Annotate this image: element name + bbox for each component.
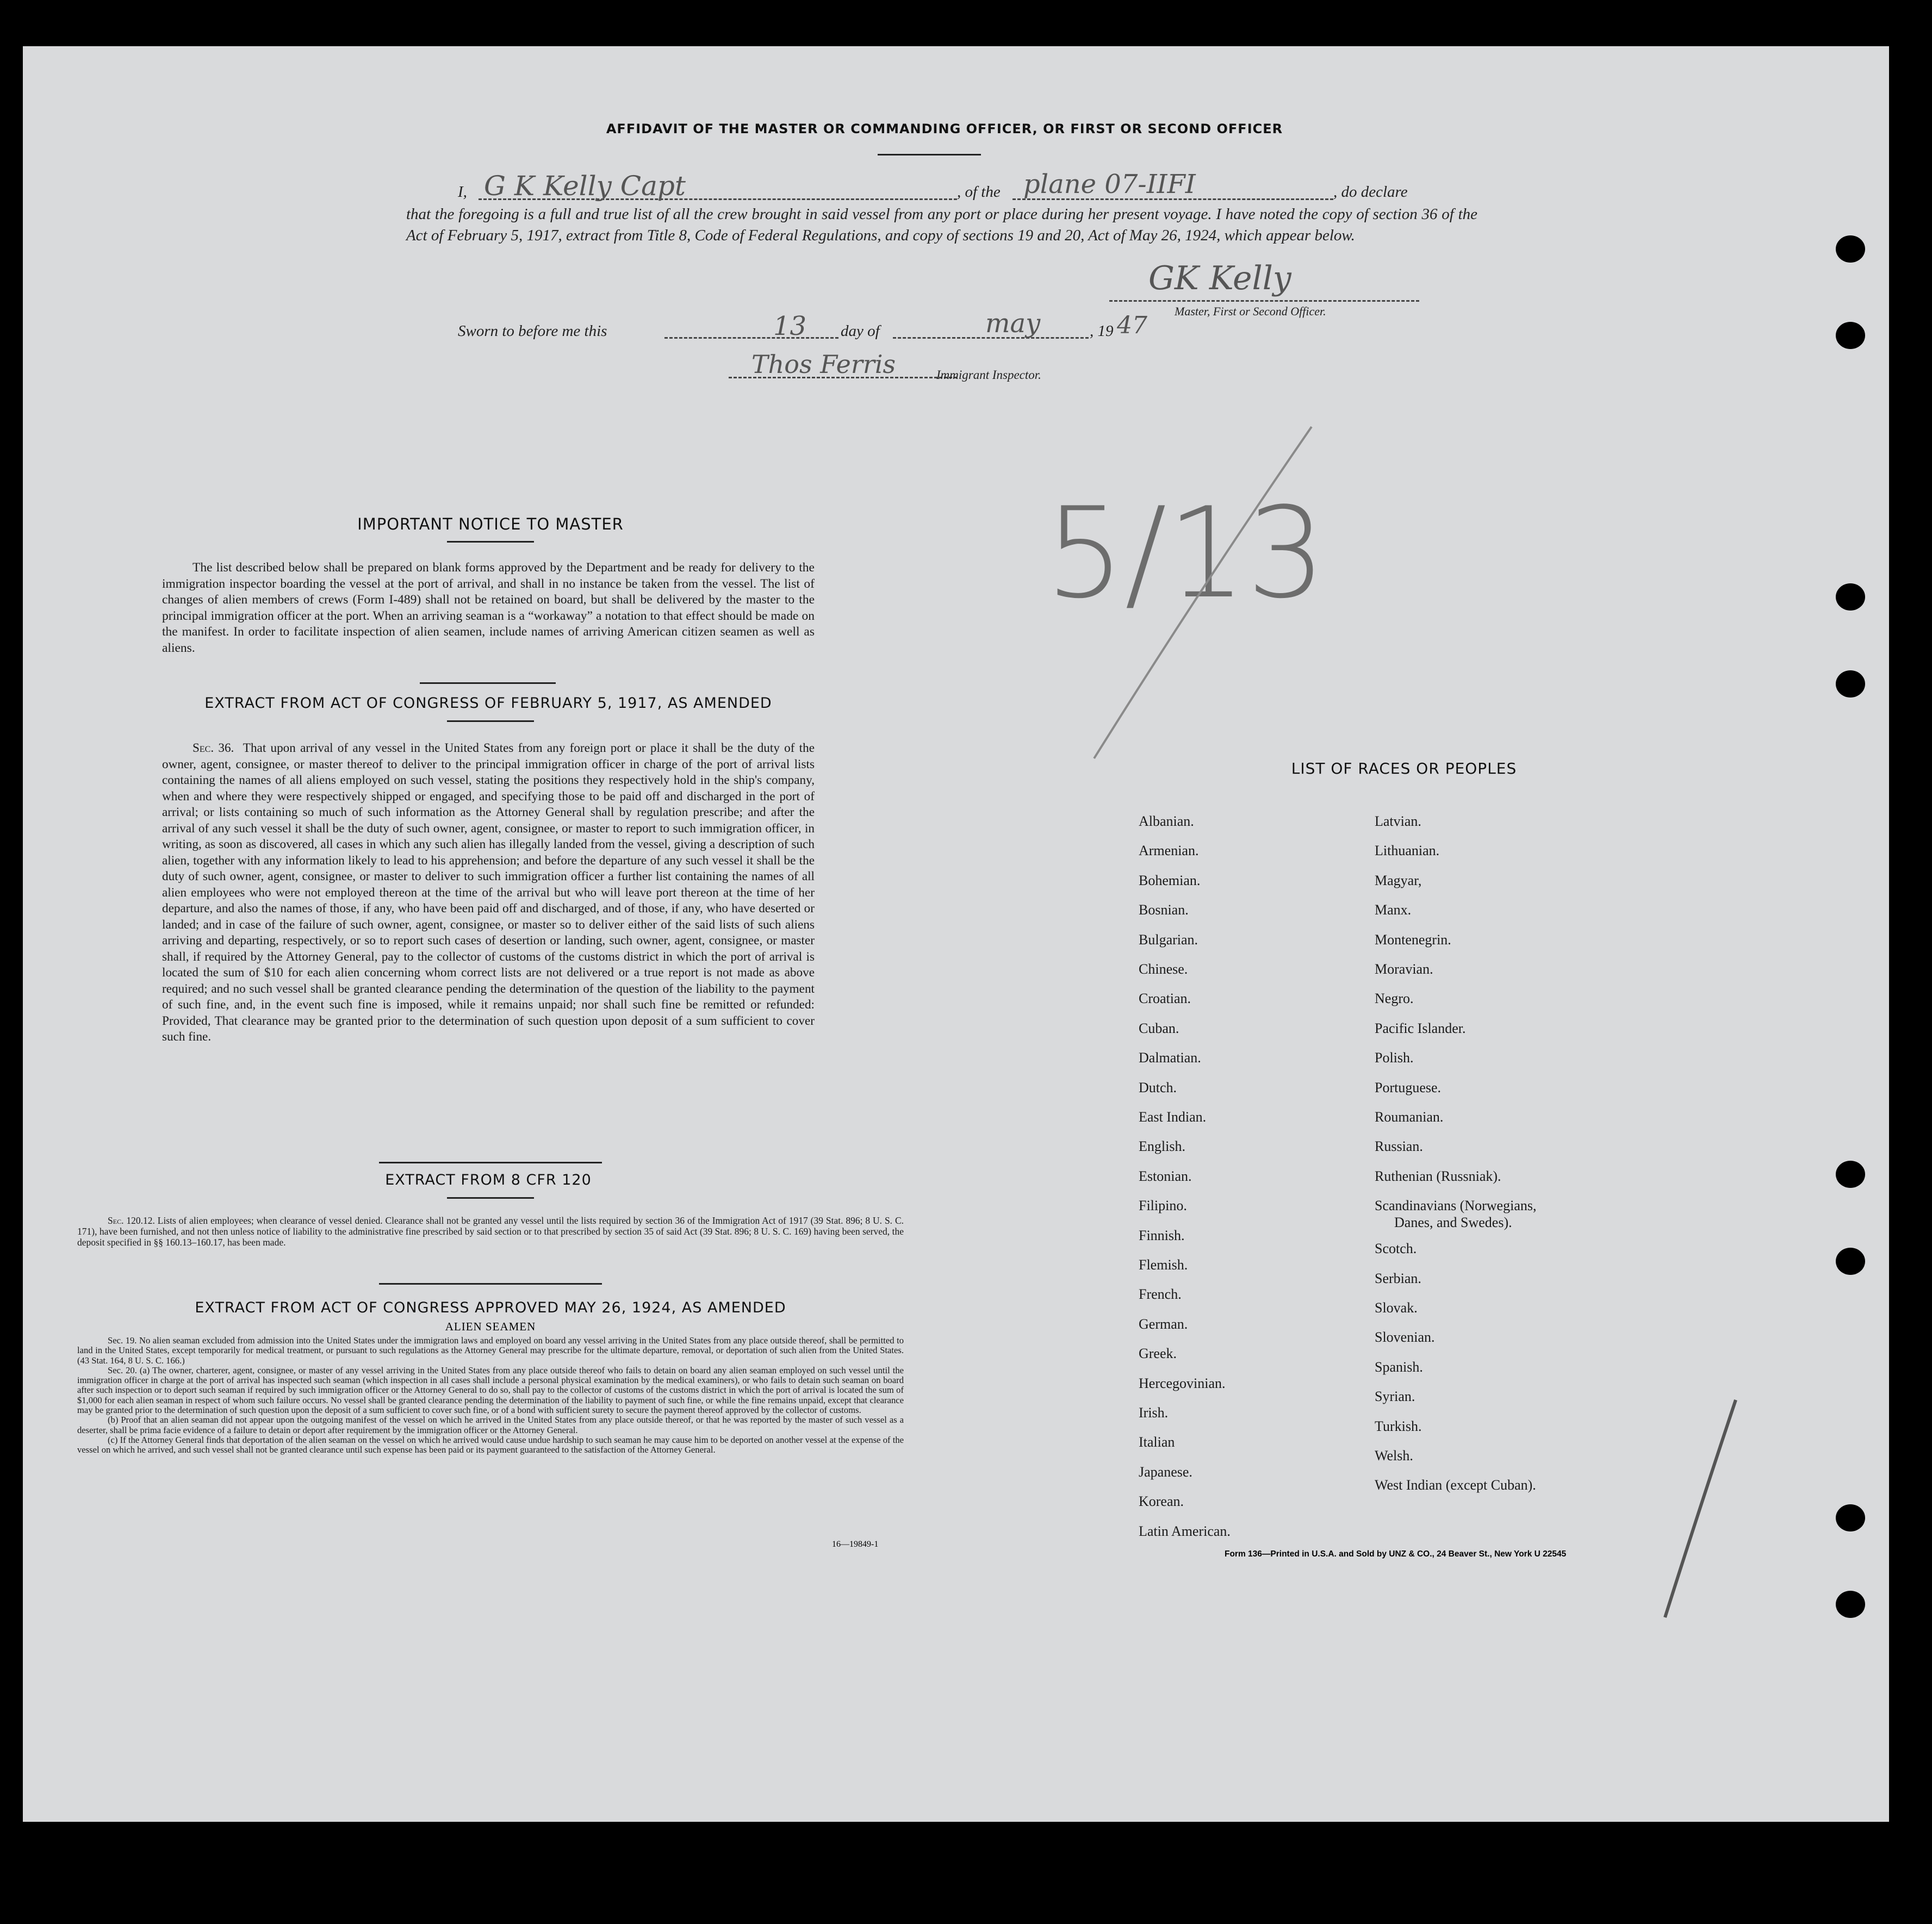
pencil-stroke bbox=[1654, 1394, 1752, 1623]
race-item: Spanish. bbox=[1375, 1359, 1423, 1375]
race-item: Slovenian. bbox=[1375, 1329, 1435, 1346]
race-item: Armenian. bbox=[1139, 843, 1199, 859]
extract-1917-title: EXTRACT FROM ACT OF CONGRESS OF FEBRUARY 5, 1917, AS AMENDED bbox=[204, 695, 772, 712]
divider bbox=[878, 154, 981, 155]
race-item: Hercegovinian. bbox=[1139, 1375, 1226, 1391]
inspector-caption: Immigrant Inspector. bbox=[936, 368, 1041, 382]
race-item: Italian bbox=[1139, 1434, 1175, 1450]
punch-hole bbox=[1836, 670, 1865, 698]
sworn-year-prefix: , 19 bbox=[1090, 322, 1114, 340]
race-item: German. bbox=[1139, 1316, 1188, 1332]
notice-text: The list described below shall be prepared on blank forms approved by the Department and be ready for delivery to the immigration inspector boarding the vessel at the port of arrival, and shall in no instance be taken from the vessel. The list of changes of alien members of crews (Form I-489) shall not be retained on board, but shall be delivered by the master to the principal immigration officer at the port. When an arriving seaman is a “workaway” a notation to that effect should be made on the manifest. In order to facilitate inspection of alien seamen, include names of arriving American citizen seamen as well as aliens. bbox=[162, 561, 815, 655]
race-item: West Indian (except Cuban). bbox=[1375, 1477, 1536, 1493]
race-item: Serbian. bbox=[1375, 1270, 1421, 1286]
sworn-day-handwritten: 13 bbox=[773, 311, 807, 341]
day-blank bbox=[664, 337, 838, 339]
notice-title: IMPORTANT NOTICE TO MASTER bbox=[357, 515, 624, 533]
race-item: Cuban. bbox=[1139, 1020, 1179, 1036]
sec-label: Sec. 36. bbox=[192, 741, 234, 755]
race-item: Greek. bbox=[1139, 1346, 1177, 1362]
race-item: Latin American. bbox=[1139, 1523, 1231, 1539]
race-item: Dalmatian. bbox=[1139, 1050, 1201, 1066]
master-name-handwritten: G K Kelly Capt bbox=[484, 170, 686, 202]
sec-label: Sec. 120.12. bbox=[108, 1215, 155, 1226]
race-item: Lithuanian. bbox=[1375, 843, 1440, 859]
punch-hole bbox=[1836, 1248, 1865, 1275]
extract-1924-subtitle: ALIEN SEAMEN bbox=[445, 1320, 536, 1333]
punch-hole bbox=[1836, 322, 1865, 349]
sec-120-text: Lists of alien employees; when clearance of vessel denied. Clearance shall not be granted any vessel until the lists required by section 36 of the Immigration Act of 1917 (39 Stat. 896; 8 U. S. C. 171), have been furnished, and not then unless notice of liability to the administrative fine prescribed by said section or to that prescribed by section 35 of said Act (39 Stat. 896; 8 U. S. C. 169) having been served, the deposit specified in §§ 160.13–160.17, has been made. bbox=[77, 1215, 904, 1248]
vessel-name-handwritten: plane 07-IIFI bbox=[1023, 169, 1196, 200]
race-item: Magyar, bbox=[1375, 872, 1422, 888]
punch-hole bbox=[1836, 235, 1865, 263]
race-item: Japanese. bbox=[1139, 1464, 1192, 1480]
divider bbox=[379, 1162, 602, 1163]
handwritten-date: 5/13 bbox=[1045, 481, 1326, 626]
sworn-prefix: Sworn to before me this bbox=[458, 322, 607, 340]
sec-20c-text: (c) If the Attorney General finds that deportation of the alien seaman on the vessel on which he arrived would cause undue hardship to such seaman he may cause him to be deported on another vessel at the expense of the vessel on which he arrived, and such vessel shall not be granted clearance until such expense has been paid or its payment guaranteed to the satisfaction of the Attorney General. bbox=[77, 1434, 904, 1455]
race-item: Russian. bbox=[1375, 1138, 1423, 1155]
punch-hole bbox=[1836, 1591, 1865, 1618]
race-item: Roumanian. bbox=[1375, 1109, 1444, 1125]
affidavit-statement: that the foregoing is a full and true list of all the crew brought in said vessel from any port or place during her present voyage. I have noted the copy of section 36 of the Act of February 5, 1917, extract from Title 8, Code of Federal Regulations, and copy of sections 19 and 20, Act of May 26, 1924, which appear below. bbox=[406, 206, 1477, 244]
master-signature: GK Kelly bbox=[1148, 259, 1291, 297]
race-item: Korean. bbox=[1139, 1493, 1184, 1510]
punch-hole bbox=[1836, 583, 1865, 611]
race-item: Croatian. bbox=[1139, 991, 1191, 1007]
form-footer: Form 136—Printed in U.S.A. and Sold by UNZ & CO., 24 Beaver St., New York U 22545 bbox=[1225, 1549, 1567, 1559]
race-item: Bohemian. bbox=[1139, 872, 1201, 888]
divider bbox=[379, 1283, 602, 1285]
race-item: Albanian. bbox=[1139, 813, 1194, 829]
pencil-stroke bbox=[1083, 421, 1328, 764]
divider bbox=[447, 720, 534, 722]
race-item: Polish. bbox=[1375, 1050, 1414, 1066]
race-item: Welsh. bbox=[1375, 1448, 1413, 1464]
race-item: French. bbox=[1139, 1286, 1182, 1303]
race-item: Portuguese. bbox=[1375, 1079, 1442, 1095]
race-item: Scotch. bbox=[1375, 1241, 1417, 1257]
extract-1924-text bbox=[77, 1336, 904, 1455]
race-item: Turkish. bbox=[1375, 1418, 1422, 1434]
divider bbox=[420, 682, 556, 684]
extract-1924-title: EXTRACT FROM ACT OF CONGRESS APPROVED MAY 26, 1924, AS AMENDED bbox=[195, 1299, 786, 1316]
divider bbox=[447, 1197, 534, 1199]
sworn-month-handwritten: may bbox=[985, 308, 1041, 339]
sec-20a-text: Sec. 20. (a) The owner, charterer, agent, consignee, or master of any vessel arriving in the United States from any place outside thereof who fails to detain on board any alien seaman employed on such vessel until the immigration officer in charge at the port of arrival has inspected such seaman (which inspection in all cases shall include a personal physical examination by the medical examiners), or who fails to detain such seaman on board after such inspection or to deport such seaman if required by such immigration officer or the Attorney General to do so, shall pay to the collector of customs of the customs district in which the port of arrival is located the sum of $1,000 for each alien seaman in respect of whom such failure occurs. No vessel shall be granted clearance pending the determination of the liability to payment of such fine, or while the fine remains unpaid, except that clearance may be granted prior to the determination of such question upon the deposit of a sum sufficient to cover such fine, or of a bond with sufficient surety to secure the payment thereof approved by the collector of customs. bbox=[77, 1365, 904, 1416]
master-caption: Master, First or Second Officer. bbox=[1175, 304, 1326, 318]
race-item: Danes, and Swedes). bbox=[1394, 1215, 1512, 1231]
affidavit-line-i: I, bbox=[458, 183, 467, 201]
race-item: Slovak. bbox=[1375, 1300, 1418, 1316]
form-sheet bbox=[23, 46, 1889, 1822]
race-item: Dutch. bbox=[1139, 1079, 1177, 1095]
divider bbox=[447, 541, 534, 543]
extract-1917-text bbox=[162, 740, 815, 1045]
affidavit-line-declare: , do declare bbox=[1333, 183, 1408, 201]
race-item: Estonian. bbox=[1139, 1168, 1192, 1184]
race-item: Bulgarian. bbox=[1139, 931, 1198, 948]
race-item: Chinese. bbox=[1139, 961, 1188, 977]
race-item: Syrian. bbox=[1375, 1388, 1415, 1405]
race-item: Flemish. bbox=[1139, 1257, 1188, 1273]
race-item: Montenegrin. bbox=[1375, 931, 1451, 948]
race-item: Filipino. bbox=[1139, 1198, 1187, 1214]
print-code: 16—19849-1 bbox=[832, 1540, 879, 1549]
race-item: Ruthenian (Russniak). bbox=[1375, 1168, 1501, 1184]
extract-cfr-text bbox=[77, 1215, 904, 1248]
inspector-signature: Thos Ferris bbox=[751, 350, 896, 379]
sec-36-text: That upon arrival of any vessel in the United States from any foreign port or place it shall be the duty of the owner, agent, consignee, or master thereof to deliver to the principal immigration officer in charge of the port of arrival lists containing the names of all aliens employed on such vessel, stating the positions they respectively hold in the ship's company, when and where they were respectively shipped or engaged, and specifying those to be paid off and discharged in the port of arrival; or lists containing so much of such information as the Attorney General shall by regulation prescribe; and after the arrival of any such vessel it shall be the duty of such owner, agent, consignee, or master to report to such immigration officer, in writing, as soon as discovered, all cases in which any such alien has illegally landed from the vessel, giving a description of such alien, together with any information likely to lead to his apprehension; and before the departure of any such vessel it shall be the duty of such owner, agent, consignee, or master to deliver to such immigration officer a further list containing the names of all alien employees who were not employed thereon at the time of the arrival but who will leave port thereon at the time of her departure, and also the names of those, if any, who have been paid off and discharged, and of those, if any, who have deserted or landed; and in case of the failure of such owner, agent, consignee, or master so to deliver either of the said lists of such aliens arriving and departing, respectively, or so to report such cases of desertion or landing, such owner, agent, consignee, or master shall, if required by the Attorney General, pay to the collector of customs of the customs district in which the port of arrival is located the sum of $10 for each alien concerning whom correct lists are not delivered or a true report is not made as above required; and no such vessel shall be granted clearance pending the determination of the question of the liability to the payment of such fine, and, in the event such fine is imposed, while it remains unpaid; nor shall such fine be remitted or refunded: Provided, That clearance may be granted prior to the determination of such question upon deposit of a sum sufficient to cover such fine. bbox=[162, 741, 815, 1044]
races-title: LIST OF RACES OR PEOPLES bbox=[1291, 759, 1517, 777]
affidavit-line-of: , of the bbox=[957, 183, 1001, 201]
race-item: Latvian. bbox=[1375, 813, 1421, 829]
extract-cfr-title: EXTRACT FROM 8 CFR 120 bbox=[385, 1172, 592, 1188]
sec-20b-text: (b) Proof that an alien seaman did not appear upon the outgoing manifest of the vessel on which he arrived in the United States from any place outside thereof, or that he was reported by the master of such vessel as a deserter, shall be prima facie evidence of a failure to detain or deport after requirement by the immigration officer or the Attorney General. bbox=[77, 1415, 904, 1435]
race-item: Manx. bbox=[1375, 902, 1412, 918]
race-item: Pacific Islander. bbox=[1375, 1020, 1466, 1036]
affidavit-title: AFFIDAVIT OF THE MASTER OR COMMANDING OFFICER, OR FIRST OR SECOND OFFICER bbox=[606, 121, 1283, 136]
punch-hole bbox=[1836, 1504, 1865, 1531]
sworn-day-word: day of bbox=[841, 322, 880, 340]
race-item: Moravian. bbox=[1375, 961, 1433, 977]
race-item: English. bbox=[1139, 1138, 1185, 1155]
sworn-year-handwritten: 47 bbox=[1117, 312, 1147, 339]
race-item: Finnish. bbox=[1139, 1227, 1185, 1243]
sec-19-text: Sec. 19. No alien seaman excluded from admission into the United States under the immigration laws and employed on board any vessel arriving in the United States from any place outside thereof, shall be permitted to land in the United States, except temporarily for medical treatment, or pursuant to such regulations as the Attorney General may prescribe for the ultimate departure, removal, or deportation of such alien from the United States. (43 Stat. 164, 8 U. S. C. 166.) bbox=[77, 1335, 904, 1366]
race-item: Scandinavians (Norwegians, bbox=[1375, 1198, 1537, 1214]
race-item: Irish. bbox=[1139, 1405, 1169, 1421]
race-item: Bosnian. bbox=[1139, 902, 1189, 918]
signature-blank bbox=[1109, 300, 1419, 302]
race-item: East Indian. bbox=[1139, 1109, 1207, 1125]
punch-hole bbox=[1836, 1161, 1865, 1188]
race-item: Negro. bbox=[1375, 991, 1414, 1007]
